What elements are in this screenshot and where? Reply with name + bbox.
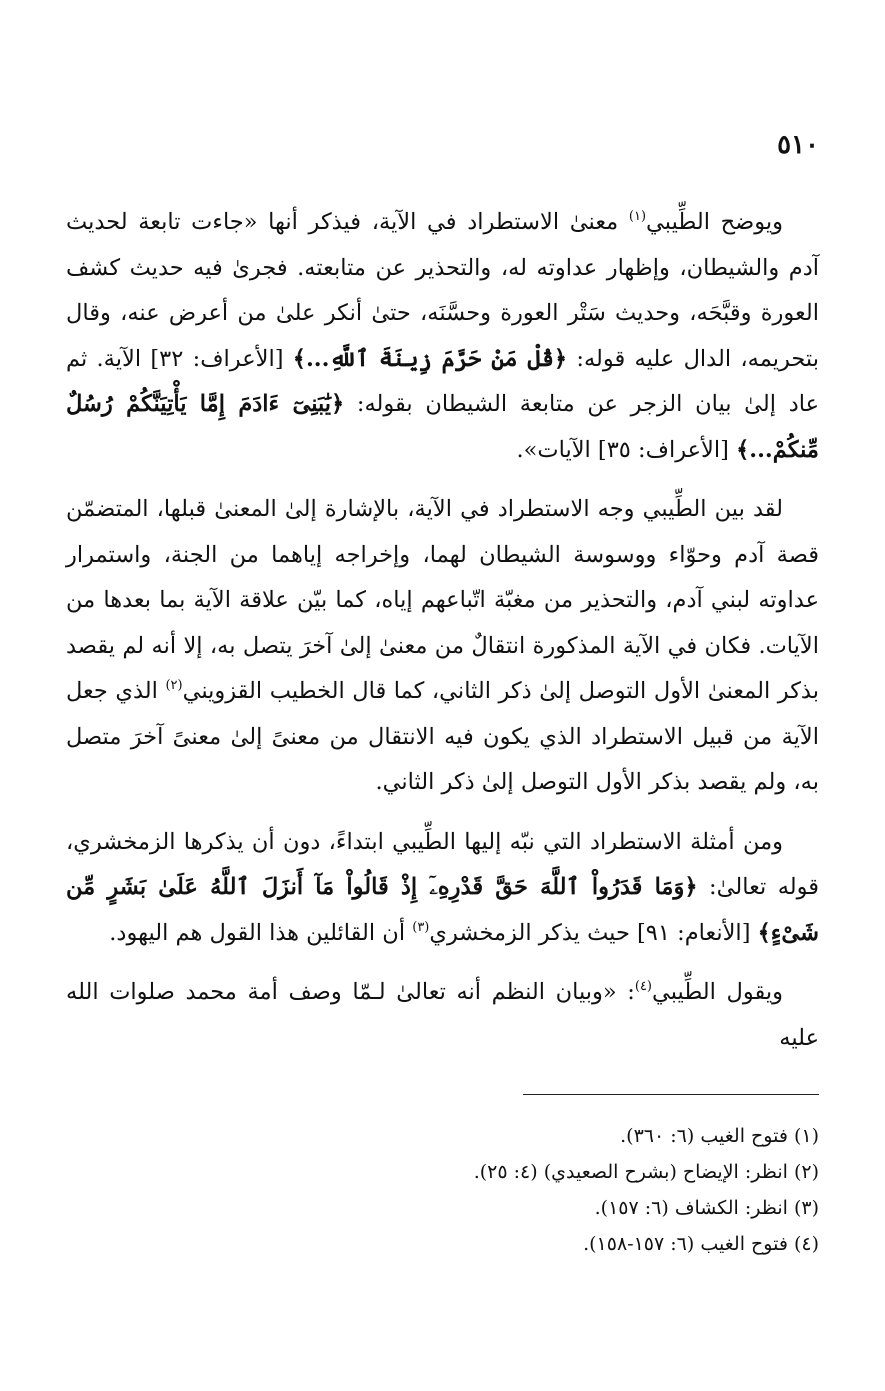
paragraph-3 [66, 820, 819, 957]
paragraph-4-text-a: ويقول الطِّيبي [652, 979, 783, 1005]
paragraph-2 [66, 487, 819, 806]
page-number: ٥١٠ [777, 130, 819, 160]
quran-verse-anam-91: ﴿وَمَا قَدَرُواْ ٱللَّهَ حَقَّ قَدْرِهِۦٓ إِذْ قَالُواْ مَآ أَنزَلَ ٱللَّهُ عَلَىٰ بَشَرٍ مِّن شَىْءٍ﴾ [66, 874, 819, 946]
paragraph-3-text-b: [الأنعام: ٩١] حيث يذكر الزمخشري [429, 919, 758, 946]
quran-verse-araf-32: ﴿قُلْ مَنْ حَرَّمَ زِينَةَ ٱللَّهِ...﴾ [292, 345, 568, 372]
footnote-4: (٤) فتوح الغيب (٦: ١٥٧-١٥٨). [583, 1233, 819, 1255]
paragraph-4-text-b: : «وبيان النظم أنه تعالىٰ لـمّا وصف أمة محمد صلوات الله عليه [66, 979, 819, 1051]
footnote-3: (٣) انظر: الكشاف (٦: ١٥٧). [594, 1197, 819, 1219]
paragraph-3-text-c: أن القائلين هذا القول هم اليهود. [109, 919, 413, 946]
paragraph-1-text-c: [الأعراف: ٣٢] الآية. ثم عاد إلىٰ بيان الزجر عن متابعة الشيطان بقوله: [66, 345, 820, 417]
paragraph-4 [66, 970, 819, 1061]
footnote-1: (١) فتوح الغيب (٦: ٣٦٠). [620, 1125, 819, 1147]
footnote-ref-4[interactable]: (٤) [634, 979, 652, 994]
footnote-2: (٢) انظر: الإيضاح (بشرح الصعيدي) (٤: ٢٥). [473, 1161, 819, 1183]
paragraph-2-text-a: لقد بين الطِّيبي وجه الاستطراد في الآية، بالإشارة إلىٰ المعنىٰ قبلها، المتضمّن قصة آدم وحوّاء ووسوسة الشيطان لهما، وإخراجه إياهما من الجنة، واستمرار عداوته لبني آدم، والتحذير من مغبّة اتّباعهم إياه، كما بيّن علاقة الآية بما بعدها من الآيات. فكان في الآية المذكورة انتقالٌ من معنىٰ إلىٰ آخرَ يتصل به، إلا أنه لم يقصد بذكر المعنىٰ الأول التوصل إلىٰ ذكر الثاني، كما قال الخطيب القزويني [66, 496, 819, 704]
paragraph-2-text-b: الذي جعل الآية من قبيل الاستطراد الذي يكون فيه الانتقال من معنىً إلىٰ معنىً آخرَ متصل به، ولم يقصد بذكر الأول التوصل إلىٰ ذكر الثاني. [66, 678, 819, 795]
paragraph-1-text-a: ويوضح الطِّيبي [646, 209, 783, 235]
paragraph-1-text-d: [الأعراف: ٣٥] الآيات». [516, 436, 737, 463]
footnote-ref-3[interactable]: (٣) [412, 919, 430, 935]
paragraph-1-text-b: معنىٰ الاستطراد في الآية، فيذكر أنها «جاءت تابعة لحديث آدم والشيطان، وإظهار عداوته له، والتحذير عن متابعته. فجرىٰ فيه حديث كشف العورة وقبَّحَه، وحديث سَتْر العورة وحسَّنَه، حتىٰ أنكر علىٰ من أعرض عنه، وقال بتحريمه، الدال عليه قوله: [66, 209, 819, 372]
footnote-ref-1[interactable]: (١) [628, 209, 647, 224]
footnote-divider [523, 1094, 819, 1095]
main-text [66, 200, 819, 1075]
footnotes [66, 1118, 819, 1262]
paragraph-1 [66, 200, 819, 473]
quran-verse-araf-35: ﴿يَٰبَنِىٓ ءَادَمَ إِمَّا يَأْتِيَنَّكُمْ رُسُلٌ مِّنكُمْ...﴾ [66, 391, 819, 463]
footnote-ref-2[interactable]: (٢) [165, 678, 183, 693]
paragraph-3-text-a: ومن أمثلة الاستطراد التي نبّه إليها الطِّيبي ابتداءً، دون أن يذكرها الزمخشري، قوله تعالىٰ: [66, 828, 820, 900]
